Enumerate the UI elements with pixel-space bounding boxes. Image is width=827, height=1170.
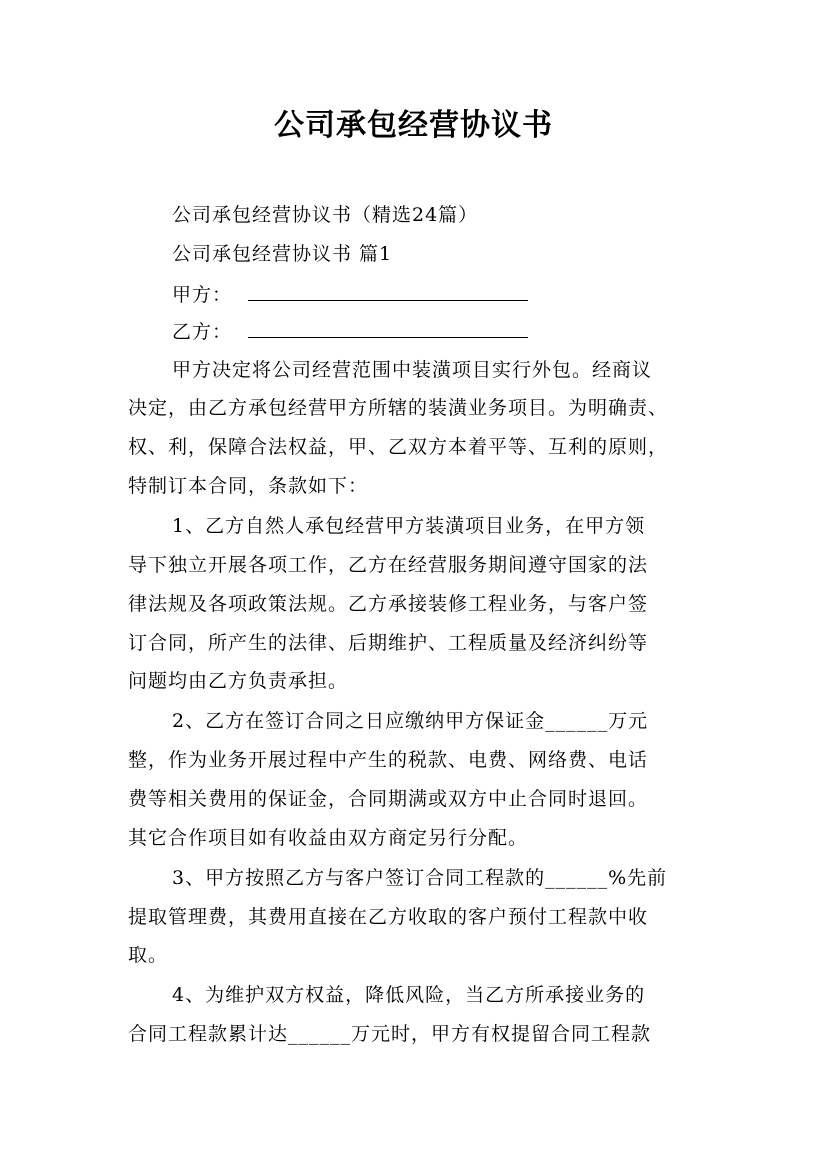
paragraph-line: 4、为维护双方权益，降低风险，当乙方所承接业务的 — [172, 984, 646, 1006]
paragraph-line: 费等相关费用的保证金，合同期满或双方中止合同时退回。 — [128, 788, 649, 810]
paragraph-line: 1、乙方自然人承包经营甲方装潢项目业务，在甲方领 — [172, 515, 646, 537]
paragraph-line: 导下独立开展各项工作，乙方在经营服务期间遵守国家的法 — [128, 554, 649, 576]
party-b-blank — [248, 318, 528, 338]
paragraph-line: 其它合作项目如有收益由双方商定另行分配。 — [128, 827, 529, 849]
paragraph-line: 甲方决定将公司经营范围中装潢项目实行外包。经商议 — [172, 359, 653, 381]
paragraph-line: 取。 — [128, 944, 169, 966]
party-b-label: 乙方： — [172, 321, 233, 343]
paragraph-line: 权、利，保障合法权益，甲、乙双方本着平等、互利的原则， — [128, 436, 669, 458]
paragraph-line: 特制订本合同，条款如下： — [128, 475, 369, 497]
paragraph-line: 合同工程款累计达______万元时，甲方有权提留合同工程款 — [128, 1023, 652, 1045]
party-a-row — [172, 280, 752, 307]
party-a-blank — [248, 281, 528, 301]
paragraph-line: 律法规及各项政策法规。乙方承接装修工程业务，与客户签 — [128, 593, 649, 615]
document-title: 公司承包经营协议书 — [274, 108, 553, 143]
document-subtitle: 公司承包经营协议书（精选24篇） — [172, 204, 479, 226]
paragraph-line: 2、乙方在签订合同之日应缴纳甲方保证金______万元 — [172, 710, 649, 732]
paragraph-line: 问题均由乙方负责承担。 — [128, 670, 349, 692]
paragraph-line: 决定，由乙方承包经营甲方所辖的装潢业务项目。为明确责、 — [128, 397, 669, 419]
paragraph-line: 订合同，所产生的法律、后期维护、工程质量及经济纠纷等 — [128, 632, 649, 654]
party-b-row — [172, 317, 752, 344]
paragraph-line: 整，作为业务开展过程中产生的税款、电费、网络费、电话 — [128, 749, 649, 771]
paragraph-line: 提取管理费，其费用直接在乙方收取的客户预付工程款中收 — [128, 906, 649, 928]
paragraph-line: 3、甲方按照乙方与客户签订合同工程款的______%先前 — [172, 867, 668, 889]
party-a-label: 甲方： — [172, 284, 233, 306]
section-heading: 公司承包经营协议书 篇1 — [172, 243, 393, 265]
